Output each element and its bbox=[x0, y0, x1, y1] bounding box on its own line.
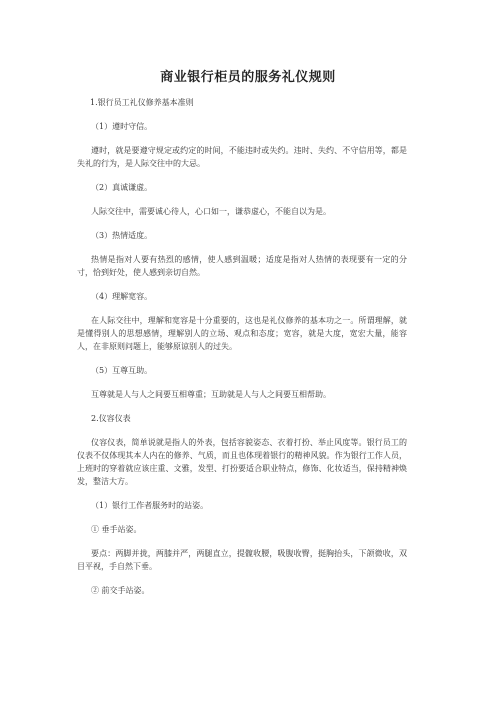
subsection-heading: （1）遵时守信。 bbox=[91, 122, 153, 131]
list-item-heading: ② 前交手站姿。 bbox=[91, 586, 150, 595]
body-paragraph: 互尊就是人与人之间要互相尊重；互助就是人与人之间要互相帮助。 bbox=[91, 390, 331, 399]
subsection-heading: （5）互尊互助。 bbox=[91, 366, 153, 375]
section-heading: 1.银行员工礼仪修养基本准则 bbox=[90, 98, 194, 107]
body-paragraph: 要点：两脚并拢，两膝并严，两腿直立，提髋收腰，吸腹收臀，挺胸抬头，下颌微收，双目平视，手自然下垂。 bbox=[77, 549, 407, 571]
body-paragraph: 热情是指对人要有热烈的感情，使人感到温暖；适度是指对人热情的表现要有一定的分寸，恰到好处，使人感到亲切自然。 bbox=[77, 255, 407, 277]
subsection-heading: （4）理解宽容。 bbox=[91, 292, 153, 301]
body-paragraph: 人际交往中，需要诚心待人，心口如一，谦恭虚心，不能自以为是。 bbox=[91, 207, 331, 216]
section-heading: 2.仪容仪表 bbox=[91, 414, 131, 423]
document-body bbox=[77, 96, 407, 608]
body-paragraph: 在人际交往中，理解和宽容是十分重要的，这也是礼仪修养的基本功之一。所谓理解，就是懂得别人的思想感情，理解别人的立场、观点和态度；宽容，就是大度，宽宏大量，能容人，在非原则问题上，能够原谅别人的过失。 bbox=[77, 316, 407, 351]
subsection-heading: （3）热情适度。 bbox=[91, 231, 153, 240]
subsection-heading: （1）银行工作者服务时的站姿。 bbox=[91, 501, 209, 510]
body-paragraph: 仪容仪表，简单说就是指人的外表，包括容貌姿态、衣着打扮、举止风度等。银行员工的仪表不仅体现其本人内在的修养、气质，而且也体现着银行的精神风貌。作为银行工作人员，上班时的穿着就应该庄重、文雅，发型、打扮要适合职业特点，修饰、化妆适当，保持精神焕发，整洁大方。 bbox=[77, 438, 407, 486]
document-title: 商业银行柜员的服务礼仪规则 bbox=[160, 70, 336, 85]
list-item-heading: ① 垂手站姿。 bbox=[91, 525, 142, 534]
subsection-heading: （2）真诚谦虚。 bbox=[91, 183, 153, 192]
body-paragraph: 遵时，就是要遵守规定或约定的时间，不能违时或失约。违时、失约、不守信用等，都是失礼的行为，是人际交往中的大忌。 bbox=[77, 146, 407, 168]
